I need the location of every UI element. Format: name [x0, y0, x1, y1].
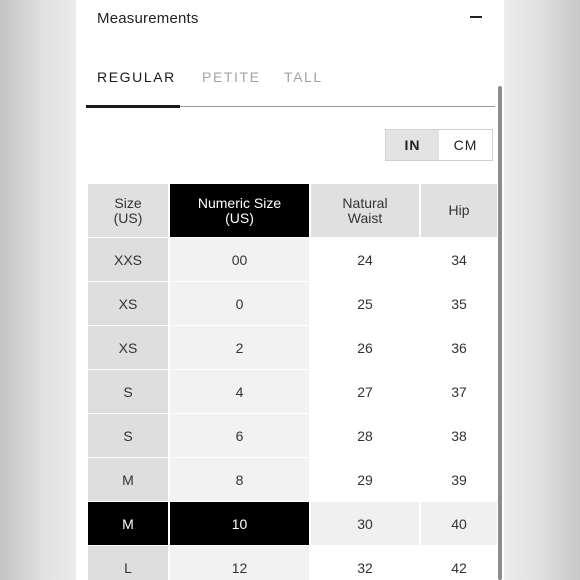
- header-numeric-size: Numeric Size (US): [170, 184, 309, 237]
- cell-waist: 28: [311, 414, 419, 457]
- header-size-us: Size (US): [88, 184, 168, 237]
- cell-waist: 32: [311, 546, 419, 580]
- active-tab-underline: [86, 105, 180, 108]
- unit-cm-button[interactable]: CM: [453, 137, 478, 153]
- header-natural-waist: Natural Waist: [311, 184, 419, 237]
- cell-hip: 42: [421, 546, 497, 580]
- cell-hip: 38: [421, 414, 497, 457]
- tab-petite[interactable]: PETITE: [202, 69, 261, 85]
- cell-hip: 35: [421, 282, 497, 325]
- header-hip: Hip: [421, 184, 497, 237]
- cell-size: L: [88, 546, 168, 580]
- tab-regular[interactable]: REGULAR: [97, 69, 176, 85]
- background-right: [504, 0, 580, 580]
- cell-hip: 40: [421, 502, 497, 545]
- cell-size: S: [88, 370, 168, 413]
- cell-waist: 29: [311, 458, 419, 501]
- table-row: [88, 502, 497, 545]
- cell-size: S: [88, 414, 168, 457]
- unit-in-button[interactable]: IN: [386, 130, 439, 160]
- table-row: [88, 458, 497, 501]
- cell-numeric-size: 10: [170, 502, 309, 545]
- cell-size: M: [88, 458, 168, 501]
- cell-size: XS: [88, 282, 168, 325]
- cell-size: XS: [88, 326, 168, 369]
- cell-waist: 25: [311, 282, 419, 325]
- cell-hip: 39: [421, 458, 497, 501]
- cell-numeric-size: 6: [170, 414, 309, 457]
- fit-tabs: [86, 62, 495, 107]
- scrollbar-thumb[interactable]: [498, 86, 502, 580]
- cell-numeric-size: 00: [170, 238, 309, 281]
- size-guide-panel: [76, 0, 504, 580]
- background-left: [0, 0, 76, 580]
- cell-waist: 24: [311, 238, 419, 281]
- cell-numeric-size: 8: [170, 458, 309, 501]
- cell-hip: 34: [421, 238, 497, 281]
- table-row: [88, 238, 497, 281]
- table-row: [88, 546, 497, 580]
- cell-waist: 30: [311, 502, 419, 545]
- cell-hip: 36: [421, 326, 497, 369]
- cell-size: XXS: [88, 238, 168, 281]
- table-row: [88, 326, 497, 369]
- cell-size: M: [88, 502, 168, 545]
- minus-icon[interactable]: [470, 16, 482, 18]
- section-title: Measurements: [97, 10, 199, 27]
- unit-toggle: [385, 129, 493, 161]
- cell-waist: 27: [311, 370, 419, 413]
- cell-hip: 37: [421, 370, 497, 413]
- table-row: [88, 414, 497, 457]
- table-header-row: [88, 184, 497, 237]
- cell-numeric-size: 2: [170, 326, 309, 369]
- table-row: [88, 370, 497, 413]
- size-chart-table: [86, 183, 499, 580]
- cell-numeric-size: 0: [170, 282, 309, 325]
- cell-numeric-size: 4: [170, 370, 309, 413]
- cell-waist: 26: [311, 326, 419, 369]
- tab-tall[interactable]: TALL: [284, 69, 323, 85]
- cell-numeric-size: 12: [170, 546, 309, 580]
- table-row: [88, 282, 497, 325]
